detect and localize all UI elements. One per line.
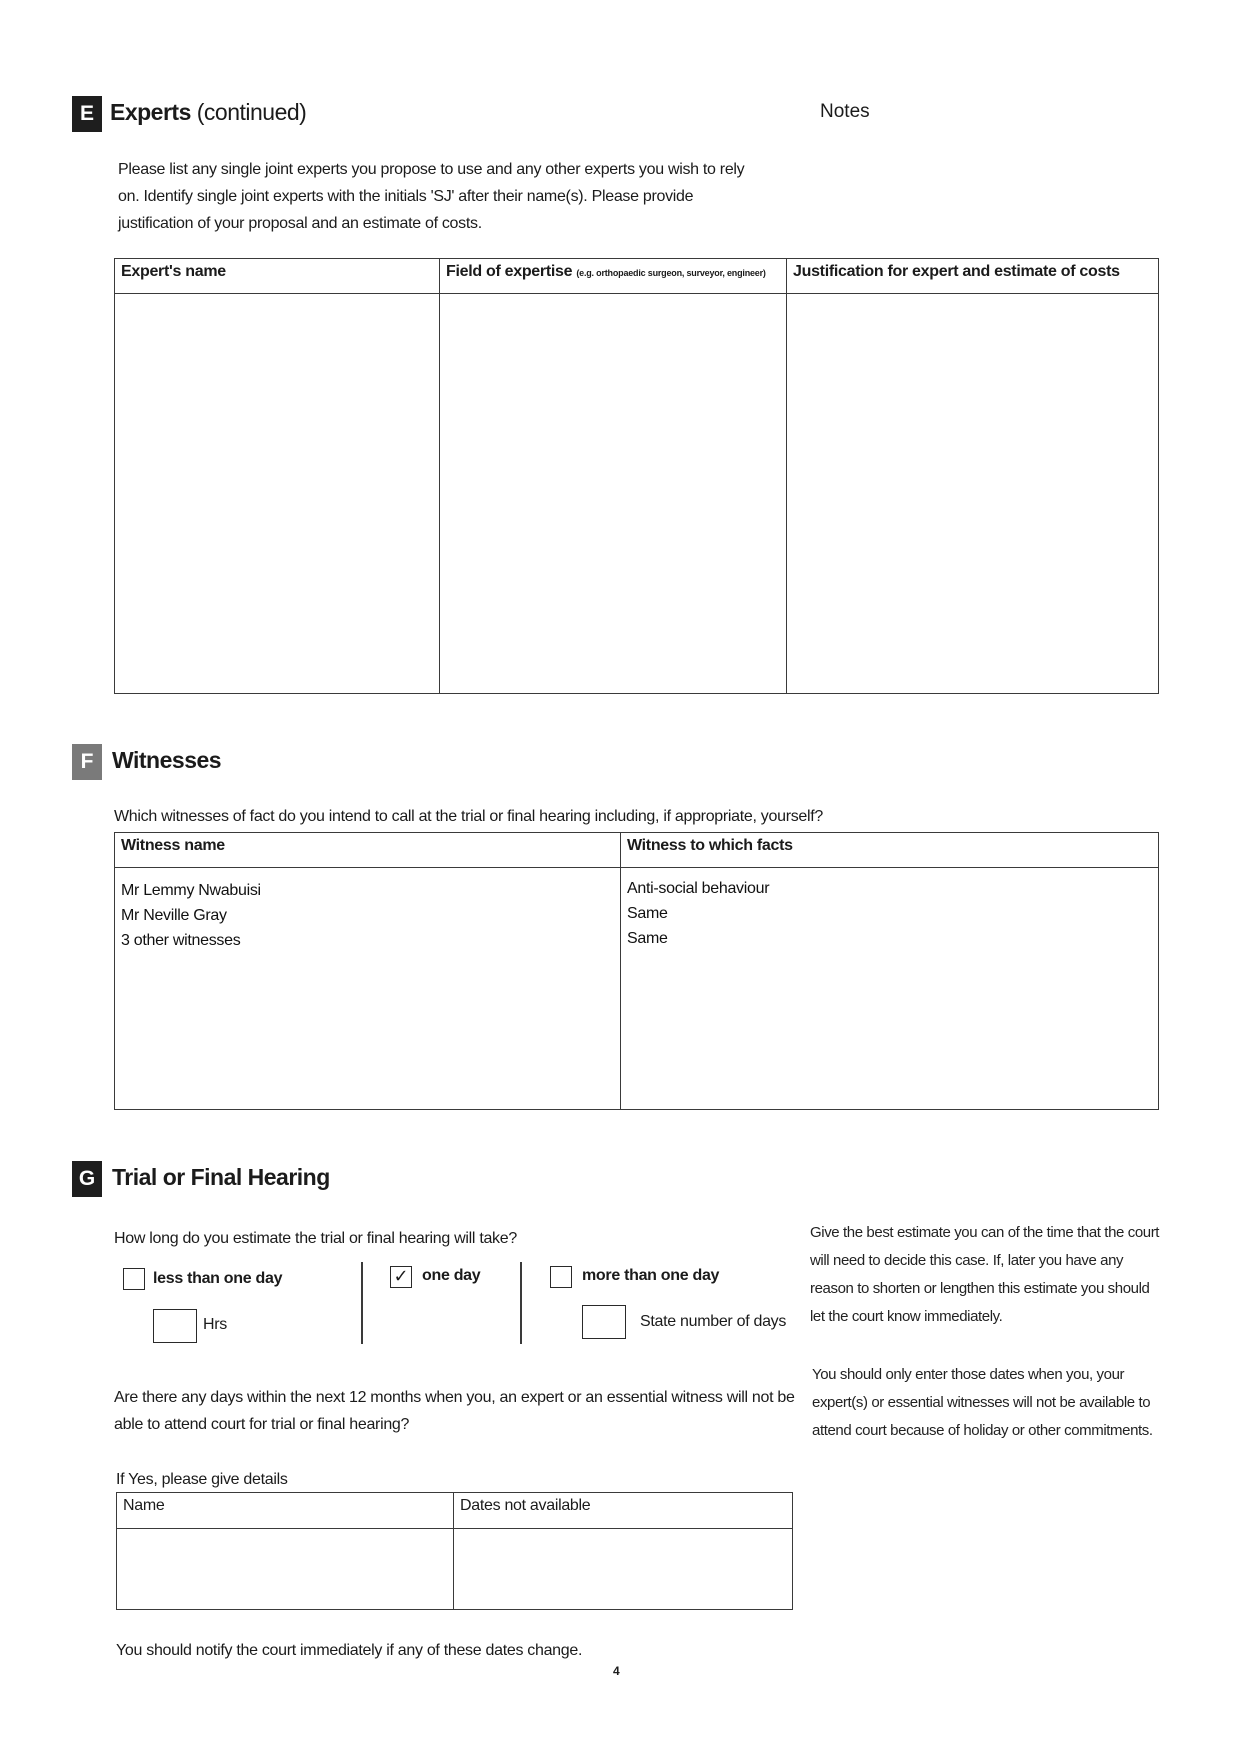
section-g-letter: G xyxy=(72,1161,102,1197)
witnesses-col-facts: Witness to which facts xyxy=(621,833,1159,868)
less-than-one-day-label: less than one day xyxy=(153,1270,283,1287)
page-number: 4 xyxy=(613,1664,620,1678)
dates-note: You should only enter those dates when you, your expert(s) or essential witnesses will not be available to attend court because of holiday or other commitments. xyxy=(812,1366,1153,1439)
unavailable-col-name: Name xyxy=(117,1493,454,1529)
experts-col-name: Expert's name xyxy=(115,259,440,294)
section-f-title: Witnesses xyxy=(112,747,222,773)
witness-name: 3 other witnesses xyxy=(121,932,241,950)
section-e-instructions: Please list any single joint experts you propose to use and any other experts you wish to rely on. Identify single joint experts with the initials 'SJ' after their name(s). Please provide justification of your proposal and an estimate of costs. xyxy=(118,161,745,232)
experts-name-cell[interactable] xyxy=(115,294,440,694)
experts-field-cell[interactable] xyxy=(440,294,787,694)
experts-col-field xyxy=(440,259,787,294)
experts-col-field-label: Field of expertise xyxy=(446,263,573,280)
section-e-letter: E xyxy=(72,96,102,132)
option-divider xyxy=(361,1262,363,1344)
experts-col-field-hint: (e.g. orthopaedic surgeon, surveyor, engineer) xyxy=(576,268,766,278)
witnesses-table xyxy=(114,832,1159,1110)
section-g-question-2: Are there any days within the next 12 months when you, an expert or an essential witness will not be able to attend court for trial or final hearing? xyxy=(114,1389,795,1433)
footer-note: You should notify the court immediately if any of these dates change. xyxy=(116,1642,583,1659)
section-f-question: Which witnesses of fact do you intend to call at the trial or final hearing including, if appropriate, yourself? xyxy=(114,808,824,825)
experts-table xyxy=(114,258,1159,694)
section-g-title: Trial or Final Hearing xyxy=(112,1164,330,1190)
more-than-one-day-checkbox[interactable] xyxy=(550,1266,572,1288)
less-than-one-day-checkbox[interactable] xyxy=(123,1268,145,1290)
section-e-title-suffix: (continued) xyxy=(190,99,307,125)
one-day-label: one day xyxy=(422,1267,481,1284)
number-of-days-input[interactable] xyxy=(582,1305,626,1339)
unavailable-dates-cell[interactable] xyxy=(454,1528,793,1609)
witness-facts: Same xyxy=(627,905,668,923)
notes-label: Notes xyxy=(820,101,870,122)
witness-names-cell[interactable] xyxy=(115,868,621,1110)
hours-label: Hrs xyxy=(203,1316,227,1333)
option-divider xyxy=(520,1262,522,1344)
section-g-question: How long do you estimate the trial or final hearing will take? xyxy=(114,1230,517,1247)
experts-col-justification: Justification for expert and estimate of costs xyxy=(787,259,1159,294)
witnesses-col-name: Witness name xyxy=(115,833,621,868)
section-e-title-main: Experts xyxy=(110,99,191,125)
section-e-title xyxy=(110,99,306,126)
witness-facts-cell[interactable] xyxy=(621,868,1159,1110)
section-f-letter: F xyxy=(72,744,102,780)
witness-name: Mr Neville Gray xyxy=(121,907,227,925)
one-day-checkbox[interactable]: ✓ xyxy=(390,1266,412,1288)
hours-input[interactable] xyxy=(153,1309,197,1343)
unavailable-name-cell[interactable] xyxy=(117,1528,454,1609)
estimate-note: Give the best estimate you can of the time that the court will need to decide this case. If, later you have any reason to shorten or lengthen this estimate you should let the court know immediately. xyxy=(810,1224,1160,1325)
witness-facts: Same xyxy=(627,930,668,948)
witness-name: Mr Lemmy Nwabuisi xyxy=(121,882,261,900)
number-of-days-label: State number of days xyxy=(640,1313,787,1330)
experts-justification-cell[interactable] xyxy=(787,294,1159,694)
if-yes-label: If Yes, please give details xyxy=(116,1471,288,1488)
more-than-one-day-label: more than one day xyxy=(582,1267,720,1284)
unavailable-dates-table xyxy=(116,1492,793,1610)
witness-facts: Anti-social behaviour xyxy=(627,880,770,898)
unavailable-col-dates: Dates not available xyxy=(454,1493,793,1529)
